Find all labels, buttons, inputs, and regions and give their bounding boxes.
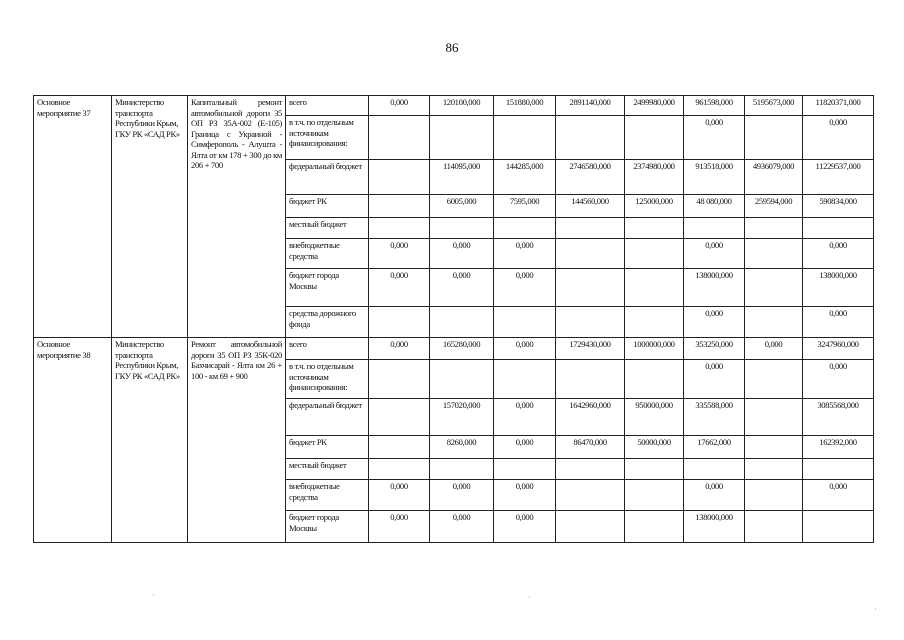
amount-cell	[556, 239, 625, 269]
amount-cell: 2499980,000	[625, 96, 684, 116]
funding-source-cell: внебюджетные средства	[286, 480, 369, 511]
amount-cell: 1642960,000	[556, 399, 625, 436]
amount-cell	[684, 459, 745, 480]
amount-cell	[494, 116, 556, 160]
amount-cell: 0,000	[494, 399, 556, 436]
amount-cell: 0,000	[369, 239, 430, 269]
funding-source-cell: бюджет РК	[286, 195, 369, 218]
amount-cell	[556, 480, 625, 511]
page-number: 86	[445, 40, 459, 55]
budget-table	[33, 95, 874, 543]
amount-cell	[745, 218, 803, 239]
amount-cell	[369, 399, 430, 436]
amount-cell: 0,000	[803, 239, 874, 269]
amount-cell: 165280,000	[430, 338, 494, 360]
amount-cell: 5195673,000	[745, 96, 803, 116]
amount-cell	[369, 195, 430, 218]
amount-cell: 961598,000	[684, 96, 745, 116]
amount-cell: 0,000	[803, 116, 874, 160]
amount-cell: 0,000	[369, 96, 430, 116]
amount-cell	[745, 436, 803, 459]
amount-cell	[494, 459, 556, 480]
funding-source-cell: местный бюджет	[286, 459, 369, 480]
amount-cell	[625, 269, 684, 307]
amount-cell	[556, 116, 625, 160]
amount-cell	[369, 307, 430, 338]
amount-cell	[369, 218, 430, 239]
amount-cell: 0,000	[745, 338, 803, 360]
amount-cell: 0,000	[494, 269, 556, 307]
amount-cell: 3247960,000	[803, 338, 874, 360]
amount-cell	[494, 360, 556, 399]
funding-source-cell: федеральный бюджет	[286, 160, 369, 195]
amount-cell: 17662,000	[684, 436, 745, 459]
amount-cell	[625, 116, 684, 160]
amount-cell	[625, 239, 684, 269]
amount-cell: 6005,000	[430, 195, 494, 218]
amount-cell: 125000,000	[625, 195, 684, 218]
amount-cell: 144560,000	[556, 195, 625, 218]
amount-cell: 114095,000	[430, 160, 494, 195]
amount-cell	[745, 269, 803, 307]
amount-cell: 1729430,000	[556, 338, 625, 360]
amount-cell	[625, 307, 684, 338]
amount-cell	[745, 360, 803, 399]
budget-table-body	[34, 96, 874, 543]
amount-cell: 0,000	[684, 116, 745, 160]
scan-mark: ·	[152, 590, 155, 600]
amount-cell	[745, 399, 803, 436]
amount-cell: 157020,000	[430, 399, 494, 436]
amount-cell: 0,000	[430, 269, 494, 307]
amount-cell	[803, 511, 874, 543]
amount-cell	[369, 360, 430, 399]
amount-cell	[745, 239, 803, 269]
table-row	[34, 338, 874, 360]
amount-cell: 1000000,000	[625, 338, 684, 360]
amount-cell: 0,000	[494, 511, 556, 543]
amount-cell	[369, 160, 430, 195]
amount-cell	[430, 116, 494, 160]
amount-cell: 48 080,000	[684, 195, 745, 218]
amount-cell	[625, 511, 684, 543]
amount-cell: 120100,000	[430, 96, 494, 116]
amount-cell: 151880,000	[494, 96, 556, 116]
amount-cell: 3085568,000	[803, 399, 874, 436]
amount-cell	[745, 480, 803, 511]
amount-cell: 0,000	[684, 307, 745, 338]
amount-cell: 11820371,000	[803, 96, 874, 116]
amount-cell	[430, 307, 494, 338]
amount-cell: 353250,000	[684, 338, 745, 360]
amount-cell: 162392,000	[803, 436, 874, 459]
amount-cell: 2746580,000	[556, 160, 625, 195]
amount-cell: 8260,000	[430, 436, 494, 459]
amount-cell: 0,000	[369, 511, 430, 543]
measure-name-cell: Основное мероприятие 37	[34, 96, 112, 338]
scan-mark: ·	[874, 604, 877, 614]
amount-cell	[494, 218, 556, 239]
amount-cell: 0,000	[430, 239, 494, 269]
amount-cell	[369, 116, 430, 160]
amount-cell	[625, 218, 684, 239]
amount-cell: 138000,000	[803, 269, 874, 307]
amount-cell: 0,000	[369, 269, 430, 307]
funding-source-cell: бюджет города Москвы	[286, 511, 369, 543]
amount-cell: 138000,000	[684, 269, 745, 307]
amount-cell	[556, 307, 625, 338]
scan-mark: ·	[528, 592, 531, 602]
amount-cell: 0,000	[430, 480, 494, 511]
amount-cell	[625, 480, 684, 511]
amount-cell	[625, 360, 684, 399]
funding-source-cell: бюджет РК	[286, 436, 369, 459]
amount-cell: 0,000	[803, 360, 874, 399]
amount-cell: 0,000	[494, 436, 556, 459]
amount-cell	[556, 511, 625, 543]
amount-cell	[369, 459, 430, 480]
amount-cell: 0,000	[369, 338, 430, 360]
funding-source-cell: бюджет города Москвы	[286, 269, 369, 307]
amount-cell: 0,000	[684, 480, 745, 511]
amount-cell	[556, 459, 625, 480]
table-row	[34, 96, 874, 116]
amount-cell	[556, 360, 625, 399]
amount-cell: 0,000	[494, 480, 556, 511]
amount-cell: 0,000	[494, 338, 556, 360]
funding-source-cell: в т.ч. по отдельным источникам финансирования:	[286, 360, 369, 399]
amount-cell	[684, 218, 745, 239]
amount-cell	[803, 218, 874, 239]
description-cell: Ремонт автомобильной дороги 35 ОП РЗ 35К-020 Бахчисарай - Ялта км 26 + 100 - км 69 + 900	[188, 338, 286, 543]
amount-cell	[556, 269, 625, 307]
funding-source-cell: местный бюджет	[286, 218, 369, 239]
amount-cell	[430, 459, 494, 480]
executor-cell: Министерство транспорта Республики Крым, ГКУ РК «САД РК»	[112, 96, 188, 338]
amount-cell: 950000,000	[625, 399, 684, 436]
amount-cell: 0,000	[803, 307, 874, 338]
amount-cell	[369, 436, 430, 459]
funding-source-cell: федеральный бюджет	[286, 399, 369, 436]
amount-cell: 86470,000	[556, 436, 625, 459]
amount-cell	[745, 511, 803, 543]
measure-name-cell: Основное мероприятие 38	[34, 338, 112, 543]
amount-cell: 11229537,000	[803, 160, 874, 195]
amount-cell: 0,000	[684, 239, 745, 269]
funding-source-cell: всего	[286, 338, 369, 360]
amount-cell: 0,000	[684, 360, 745, 399]
amount-cell: 0,000	[494, 239, 556, 269]
amount-cell: 0,000	[430, 511, 494, 543]
amount-cell: 2891140,000	[556, 96, 625, 116]
amount-cell: 4936079,000	[745, 160, 803, 195]
amount-cell: 913518,000	[684, 160, 745, 195]
funding-source-cell: внебюджетные средства	[286, 239, 369, 269]
amount-cell	[745, 307, 803, 338]
amount-cell	[430, 218, 494, 239]
amount-cell: 259594,000	[745, 195, 803, 218]
funding-source-cell: в т.ч. по отдельным источникам финансирования:	[286, 116, 369, 160]
amount-cell: 0,000	[803, 480, 874, 511]
amount-cell	[745, 459, 803, 480]
amount-cell: 590834,000	[803, 195, 874, 218]
amount-cell	[625, 459, 684, 480]
amount-cell	[556, 218, 625, 239]
amount-cell	[803, 459, 874, 480]
amount-cell: 138000,000	[684, 511, 745, 543]
amount-cell: 0,000	[369, 480, 430, 511]
amount-cell: 7595,000	[494, 195, 556, 218]
amount-cell: 335588,000	[684, 399, 745, 436]
amount-cell: 50000,000	[625, 436, 684, 459]
amount-cell	[430, 360, 494, 399]
executor-cell: Министерство транспорта Республики Крым, ГКУ РК «САД РК»	[112, 338, 188, 543]
amount-cell	[745, 116, 803, 160]
funding-source-cell: всего	[286, 96, 369, 116]
description-cell: Капитальный ремонт автомобильной дороги 35 ОП РЗ 35А-002 (Е-105) Граница с Украиной - Симферополь - Алушта - Ялта от км 178 + 300 до км 206 + 700	[188, 96, 286, 338]
funding-source-cell: средства дорожного фонда	[286, 307, 369, 338]
amount-cell	[494, 307, 556, 338]
amount-cell: 2374980,000	[625, 160, 684, 195]
amount-cell: 144285,000	[494, 160, 556, 195]
